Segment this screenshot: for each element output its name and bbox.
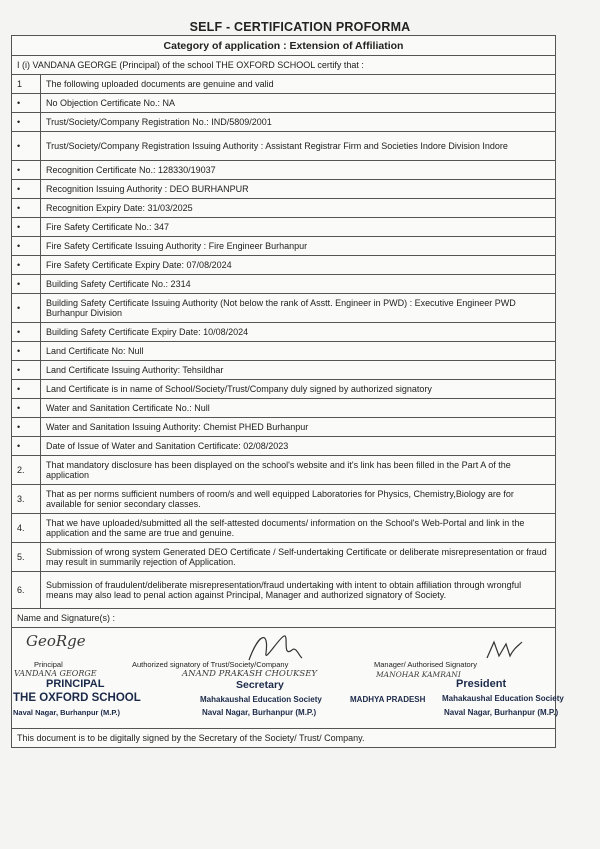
row-text: Building Safety Certificate No.: 2314 [41, 275, 556, 294]
row-number: • [12, 380, 41, 399]
manager-stamp-address: Naval Nagar, Burhanpur (M.P.) [444, 708, 559, 717]
row-number: • [12, 94, 41, 113]
authorized-stamp-state: MADHYA PRADESH [350, 695, 426, 704]
authorized-label: Authorized signatory of Trust/Society/Company [132, 660, 289, 669]
signature-row [12, 628, 556, 729]
authorized-name: ANAND PRAKASH CHOUKSEY [182, 669, 318, 679]
table-row [12, 180, 556, 199]
row-number: 2. [12, 456, 41, 485]
name-signature-label: Name and Signature(s) : [12, 609, 556, 628]
row-number: • [12, 275, 41, 294]
table-row [12, 437, 556, 456]
row-text: Recognition Certificate No.: 128330/19037 [41, 161, 556, 180]
table-row [12, 323, 556, 342]
row-number: • [12, 199, 41, 218]
authorized-stamp-org: Mahakaushal Education Society [200, 695, 322, 704]
row-text: Water and Sanitation Certificate No.: Null [41, 399, 556, 418]
table-row [12, 132, 556, 161]
table-row [12, 218, 556, 237]
row-text: Trust/Society/Company Registration No.: IND/5809/2001 [41, 113, 556, 132]
row-number: • [12, 399, 41, 418]
principal-name: VANDANA GEORGE [14, 669, 97, 678]
row-number: • [12, 361, 41, 380]
principal-initials: GeoRge [26, 632, 86, 650]
authorized-stamp-title: Secretary [236, 679, 284, 691]
row-text: Land Certificate Issuing Authority: Tehsildhar [41, 361, 556, 380]
row-number: • [12, 342, 41, 361]
principal-label: Principal [34, 660, 63, 669]
row-text: Fire Safety Certificate No.: 347 [41, 218, 556, 237]
row-text: Water and Sanitation Issuing Authority: Chemist PHED Burhanpur [41, 418, 556, 437]
table-row [12, 94, 556, 113]
intro-text: I (i) VANDANA GEORGE (Principal) of the school THE OXFORD SCHOOL certify that : [12, 56, 556, 75]
table-row [12, 572, 556, 609]
row-number: • [12, 180, 41, 199]
row-text: That we have uploaded/submitted all the self-attested documents/ information on the School's Web-Portal and link in the application and the same are true and genuine. [41, 514, 556, 543]
row-number: • [12, 161, 41, 180]
row-text: Land Certificate No: Null [41, 342, 556, 361]
name-signature-row [12, 609, 556, 628]
row-number: • [12, 132, 41, 161]
row-number: 5. [12, 543, 41, 572]
manager-signature-icon [484, 638, 524, 662]
table-row [12, 275, 556, 294]
manager-stamp-org: Mahakaushal Education Society [442, 694, 564, 703]
row-number: • [12, 418, 41, 437]
row-number: 1 [12, 75, 41, 94]
table-row [12, 75, 556, 94]
row-number: • [12, 294, 41, 323]
row-text: That mandatory disclosure has been displayed on the school's website and it's link has been filled in the Part A of the application [41, 456, 556, 485]
row-number: • [12, 437, 41, 456]
table-row [12, 380, 556, 399]
manager-stamp-title: President [456, 678, 507, 690]
manager-label: Manager/ Authorised Signatory [374, 660, 477, 669]
category-text: Category of application : Extension of Affiliation [12, 36, 556, 56]
principal-stamp-address: Naval Nagar, Burhanpur (M.P.) [13, 708, 120, 717]
row-text: Recognition Expiry Date: 31/03/2025 [41, 199, 556, 218]
category-row [12, 36, 556, 56]
table-row [12, 399, 556, 418]
table-row [12, 161, 556, 180]
row-text: Submission of wrong system Generated DEO Certificate / Self-undertaking Certificate or deliberate misrepresentation or fraud may result in summarily rejection of Application. [41, 543, 556, 572]
footer-note: This document is to be digitally signed by the Secretary of the Society/ Trust/ Company. [12, 729, 556, 748]
authorized-stamp-address: Naval Nagar, Burhanpur (M.P.) [202, 708, 317, 717]
signature-area [12, 628, 564, 728]
row-number: • [12, 256, 41, 275]
row-text: Recognition Issuing Authority : DEO BURHANPUR [41, 180, 556, 199]
row-text: The following uploaded documents are genuine and valid [41, 75, 556, 94]
page-title: SELF - CERTIFICATION PROFORMA [189, 20, 411, 34]
table-row [12, 199, 556, 218]
row-text: Date of Issue of Water and Sanitation Certificate: 02/08/2023 [41, 437, 556, 456]
principal-stamp-title: PRINCIPAL [46, 678, 105, 690]
principal-stamp-school: THE OXFORD SCHOOL [13, 692, 141, 704]
table-row [12, 361, 556, 380]
signature-cell [12, 628, 564, 729]
row-text: Trust/Society/Company Registration Issuing Authority : Assistant Registrar Firm and Societies Indore Division Indore [41, 132, 556, 161]
row-text: That as per norms sufficient numbers of room/s and well equipped Laboratories for Physics, Chemistry,Biology are for available for senior secondary classes. [41, 485, 556, 514]
manager-name: MANOHAR KAMRANI [376, 670, 461, 679]
certification-table [11, 35, 564, 748]
table-row [12, 514, 556, 543]
table-row [12, 237, 556, 256]
row-text: Land Certificate is in name of School/Society/Trust/Company duly signed by authorized signatory [41, 380, 556, 399]
row-text: Fire Safety Certificate Expiry Date: 07/08/2024 [41, 256, 556, 275]
row-number: • [12, 237, 41, 256]
row-number: • [12, 323, 41, 342]
table-row [12, 543, 556, 572]
table-row [12, 294, 556, 323]
table-row [12, 113, 556, 132]
table-row [12, 485, 556, 514]
row-number: 3. [12, 485, 41, 514]
row-number: 6. [12, 572, 41, 609]
row-text: Submission of fraudulent/deliberate misrepresentation/fraud undertaking with intent to obtain affiliation through wrongful means may also lead to penal action against Principal, Manager and authorized signatory of Society. [41, 572, 556, 609]
row-text: No Objection Certificate No.: NA [41, 94, 556, 113]
row-text: Building Safety Certificate Issuing Authority (Not below the rank of Asstt. Engineer in PWD) : Executive Engineer PWD Burhanpur Division [41, 294, 556, 323]
intro-row [12, 56, 556, 75]
table-row [12, 418, 556, 437]
row-number: • [12, 218, 41, 237]
table-row [12, 342, 556, 361]
footer-row [12, 729, 556, 748]
row-number: • [12, 113, 41, 132]
table-row [12, 256, 556, 275]
row-number: 4. [12, 514, 41, 543]
row-text: Building Safety Certificate Expiry Date: 10/08/2024 [41, 323, 556, 342]
row-text: Fire Safety Certificate Issuing Authority : Fire Engineer Burhanpur [41, 237, 556, 256]
table-row [12, 456, 556, 485]
